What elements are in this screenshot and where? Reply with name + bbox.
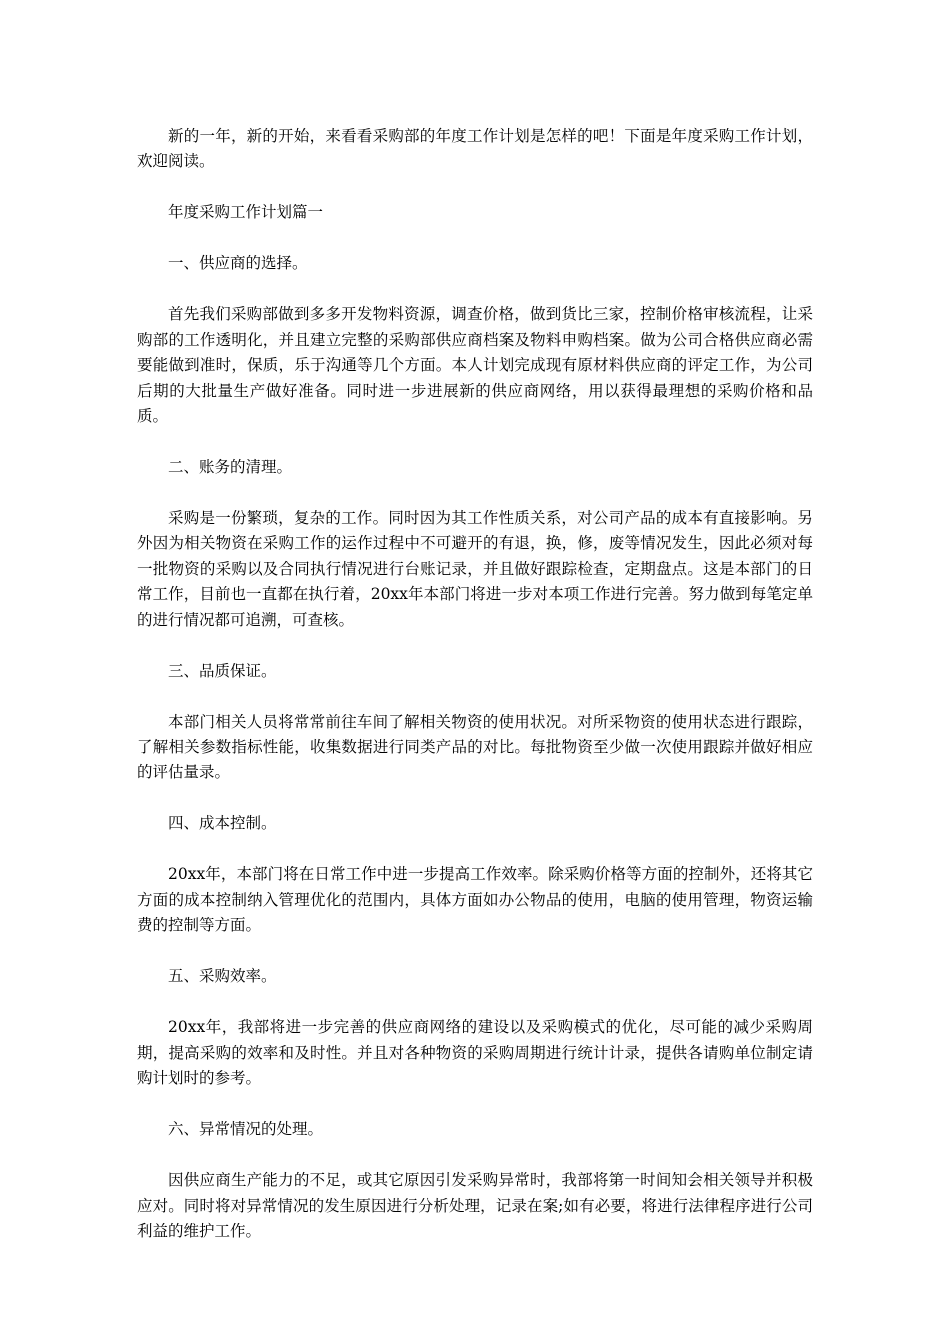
article-title: 年度采购工作计划篇一 <box>168 203 324 222</box>
section-heading-6: 六、异常情况的处理。 <box>168 1120 324 1139</box>
section-body-3: 本部门相关人员将常常前往车间了解相关物资的使用状况。对所采物资的使用状态进行跟踪，了解相关参数指标性能，收集数据进行同类产品的对比。每批物资至少做一次使用跟踪并做好相应的评估量录。 <box>137 712 813 782</box>
paragraph-gap <box>137 1092 813 1118</box>
paragraph-gap <box>137 480 813 506</box>
paragraph-gap <box>137 429 813 455</box>
section-body-2: 采购是一份繁琐，复杂的工作。同时因为其工作性质关系，对公司产品的成本有直接影响。另外因为相关物资在采购工作的运作过程中不可避开的有退，换，修，废等情况发生，因此必须对每一批物资的采购以及合同执行情况进行台账记录，并且做好跟踪检查，定期盘点。这是本部门的日常工作，目前也一直都在执行着，20xx年本部门将进一步对本项工作进行完善。努力做到每笔定单的进行情况都可追溯，可查核。 <box>137 509 813 629</box>
paragraph-gap <box>137 684 813 710</box>
section-heading-4: 四、成本控制。 <box>168 814 277 833</box>
section-heading-5: 五、采购效率。 <box>168 967 277 986</box>
paragraph-gap <box>137 837 813 863</box>
section-body-1: 首先我们采购部做到多多开发物料资源，调查价格，做到货比三家，控制价格审核流程，让采购部的工作透明化，并且建立完整的采购部供应商档案及物料申购档案。做为公司合格供应商必需要能做到准时，保质，乐于沟通等几个方面。本人计划完成现有原材料供应商的评定工作，为公司后期的大批量生产做好准备。同时进一步进展新的供应商网络，用以获得最理想的采购价格和品质。 <box>137 305 813 426</box>
paragraph-gap <box>137 633 813 659</box>
paragraph-gap <box>137 277 813 303</box>
section-heading-1: 一、供应商的选择。 <box>168 254 308 273</box>
document-body <box>137 124 813 1244</box>
section-body-6: 因供应商生产能力的不足，或其它原因引发采购异常时，我部将第一时间知会相关领导并积极应对。同时将对异常情况的发生原因进行分析处理，记录在案;如有必要，将进行法律程序进行公司利益的维护工作。 <box>137 1171 813 1240</box>
section-heading-3: 三、品质保证。 <box>168 661 277 680</box>
section-body-5: 20xx年，我部将进一步完善的供应商网络的建设以及采购模式的优化，尽可能的减少采购周期，提高采购的效率和及时性。并且对各种物资的采购周期进行统计计录，提供各请购单位制定请购计划时的参考。 <box>137 1018 813 1088</box>
section-heading-2: 二、账务的清理。 <box>168 458 293 477</box>
intro-paragraph: 新的一年，新的开始，来看看采购部的年度工作计划是怎样的吧！下面是年度采购工作计划，欢迎阅读。 <box>137 127 813 171</box>
paragraph-gap <box>137 1143 813 1169</box>
paragraph-gap <box>137 226 813 252</box>
paragraph-gap <box>137 786 813 812</box>
paragraph-gap <box>137 990 813 1016</box>
section-body-4: 20xx年，本部门将在日常工作中进一步提高工作效率。除采购价格等方面的控制外，还将其它方面的成本控制纳入管理优化的范围内，具体方面如办公物品的使用，电脑的使用管理，物资运输费的控制等方面。 <box>137 865 813 935</box>
paragraph-gap <box>137 939 813 965</box>
paragraph-gap <box>137 175 813 201</box>
